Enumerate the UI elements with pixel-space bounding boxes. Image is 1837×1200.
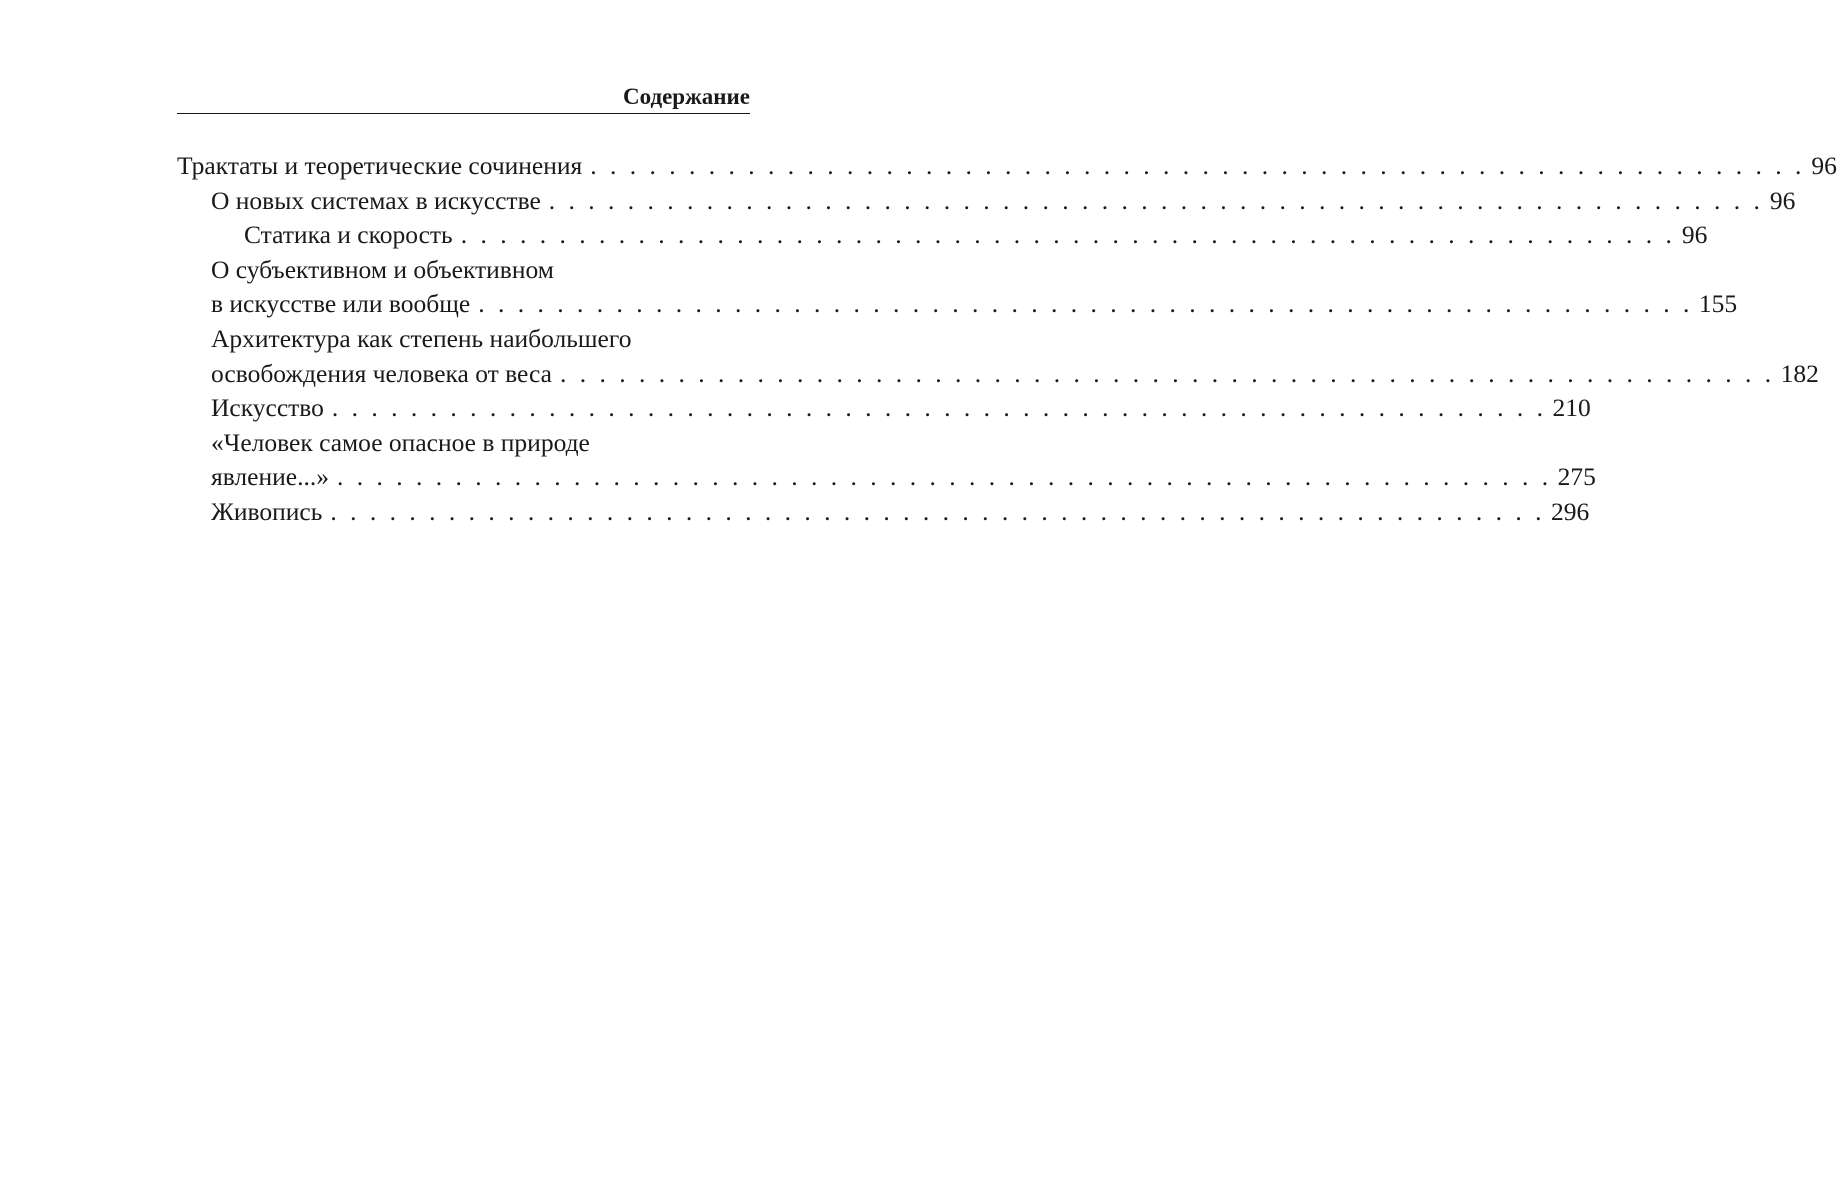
toc-entry-line <box>244 218 1708 253</box>
toc-entry[interactable] <box>177 149 1837 184</box>
dot-leader: . . . . . . . . . . . . . . . . . . . . . . . . . . . . . . . . . . . . . . . . . . . . . . . . . . . . . . . . . . . . . . <box>548 185 1764 215</box>
dot-leader: . . . . . . . . . . . . . . . . . . . . . . . . . . . . . . . . . . . . . . . . . . . . . . . . . . . . . . . . . . . . . . <box>460 220 1676 250</box>
toc-entry-title: Архитектура как степень наибольшего <box>211 323 632 353</box>
dot-leader: . . . . . . . . . . . . . . . . . . . . . . . . . . . . . . . . . . . . . . . . . . . . . . . . . . . . . . . . . . . . . . <box>331 393 1547 423</box>
toc-page-number: 275 <box>1557 462 1596 492</box>
toc-entry-title: О субъективном и объективном <box>211 254 554 284</box>
toc-entry-title: Живопись <box>211 496 323 526</box>
running-head-title: Содержание <box>623 84 750 109</box>
toc-entry-line <box>211 460 1596 495</box>
toc-page-number: 96 <box>1769 185 1796 215</box>
toc-page-number: 96 <box>1681 220 1708 250</box>
toc-entry-title: Трактаты и теоретические сочинения <box>177 151 583 180</box>
toc-entry-title-continued: явление...» <box>211 462 329 492</box>
toc-entry-title: Искусство <box>211 393 324 423</box>
toc-entry-line <box>211 391 1591 426</box>
toc-entry[interactable] <box>177 495 1590 530</box>
toc-entry-title: Статика и скорость <box>244 220 453 250</box>
toc-entry[interactable] <box>177 253 1738 322</box>
toc-entry-title-continued: в искусстве или вообще <box>211 289 471 319</box>
toc-page-number: 96 <box>1811 151 1837 180</box>
dot-leader: . . . . . . . . . . . . . . . . . . . . . . . . . . . . . . . . . . . . . . . . . . . . . . . . . . . . . . . . . . . . . . <box>336 462 1552 492</box>
toc-page-number: 182 <box>1780 358 1819 388</box>
toc-entry[interactable] <box>177 218 1708 253</box>
toc-entry[interactable] <box>177 426 1596 495</box>
dot-leader: . . . . . . . . . . . . . . . . . . . . . . . . . . . . . . . . . . . . . . . . . . . . . . . . . . . . . . . . . . . . . . <box>330 496 1545 526</box>
table-of-contents <box>177 149 1837 530</box>
toc-entry-line <box>211 184 1796 219</box>
toc-page-number: 210 <box>1552 393 1591 423</box>
toc-entry-title: «Человек самое опасное в природе <box>211 427 590 457</box>
dot-leader: . . . . . . . . . . . . . . . . . . . . . . . . . . . . . . . . . . . . . . . . . . . . . . . . . . . . . . . . . . . . . . <box>478 289 1693 319</box>
toc-page-number: 296 <box>1550 496 1590 526</box>
toc-entry[interactable] <box>177 322 1819 391</box>
toc-entry-line <box>211 287 1738 322</box>
running-head <box>177 84 750 114</box>
toc-entry-title: О новых системах в искусстве <box>211 185 541 215</box>
toc-page-number: 155 <box>1698 289 1738 319</box>
toc-entry-line <box>177 149 1837 184</box>
toc-entry[interactable] <box>177 184 1796 219</box>
dot-leader: . . . . . . . . . . . . . . . . . . . . . . . . . . . . . . . . . . . . . . . . . . . . . . . . . . . . . . . . . . . . . . <box>590 151 1805 180</box>
toc-entry-line <box>211 495 1590 530</box>
toc-entry[interactable] <box>177 391 1591 426</box>
dot-leader: . . . . . . . . . . . . . . . . . . . . . . . . . . . . . . . . . . . . . . . . . . . . . . . . . . . . . . . . . . . . . . <box>559 358 1775 388</box>
toc-entry-line <box>211 357 1819 392</box>
toc-entry-title-continued: освобождения человека от веса <box>211 358 552 388</box>
